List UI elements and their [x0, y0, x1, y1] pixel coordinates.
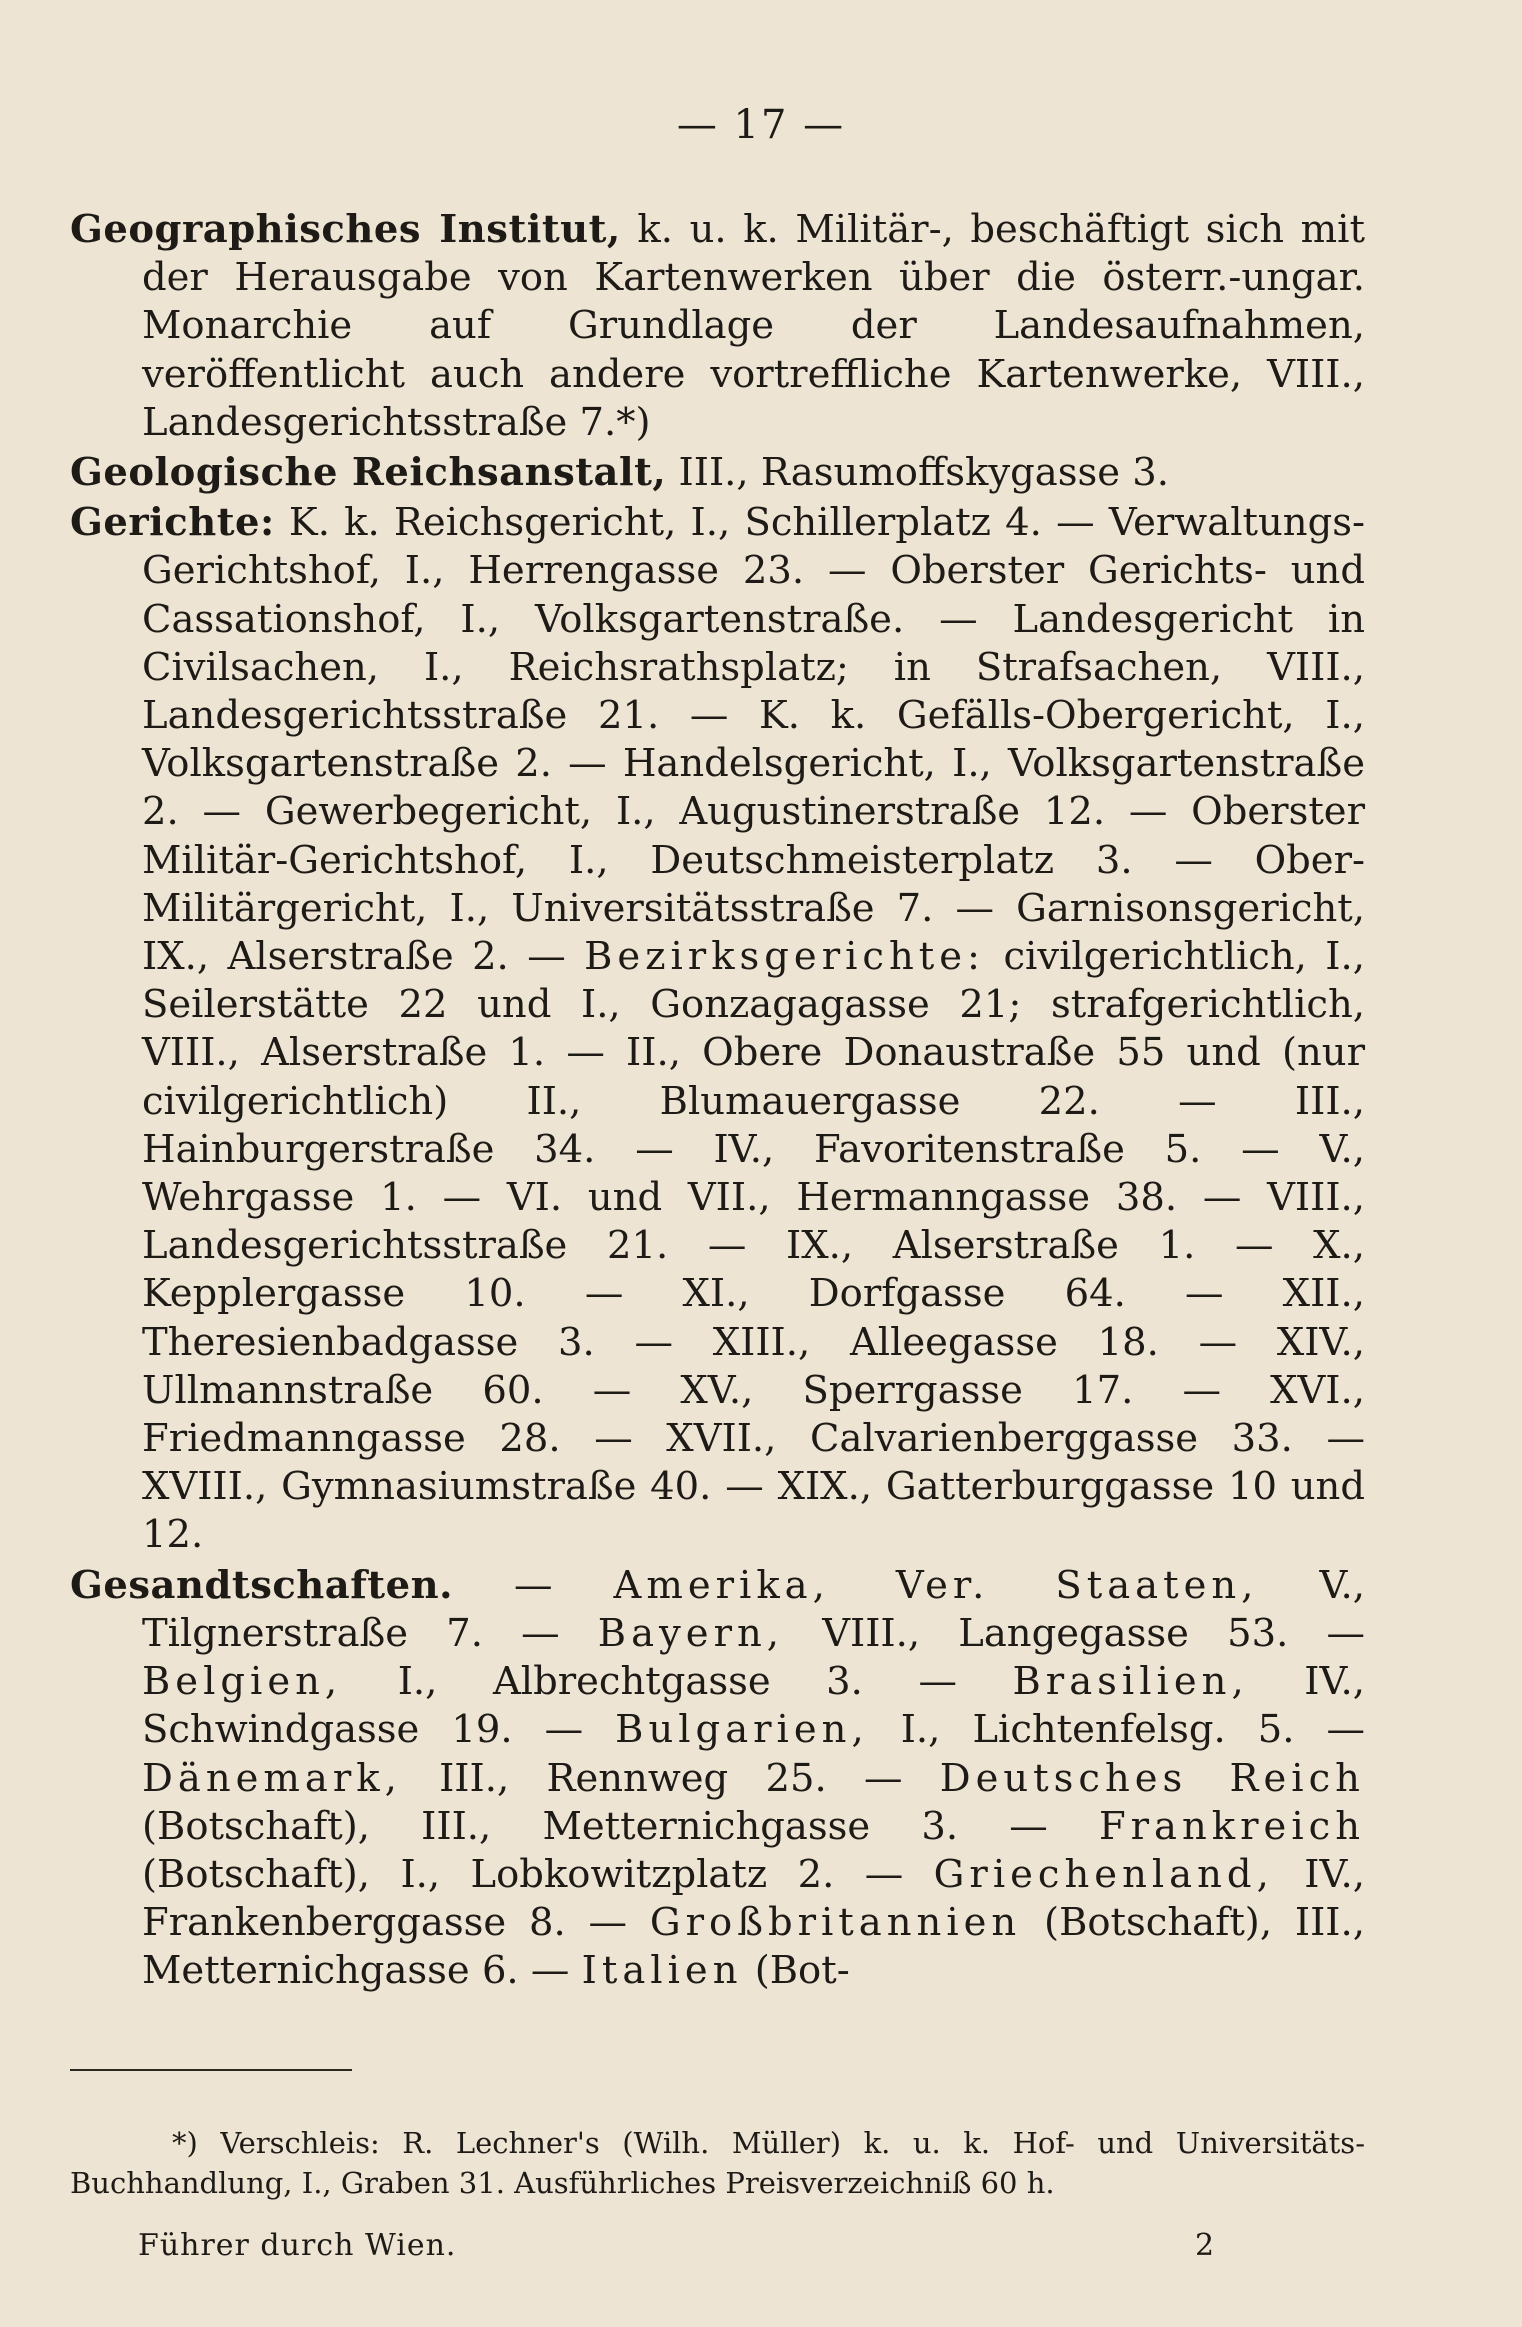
footer-book-title: Führer durch Wien. — [138, 2228, 457, 2263]
country-name: Großbritannien — [649, 1900, 1022, 1946]
entry-text: III., Rasumoffskygasse 3. — [666, 450, 1169, 496]
footnote: *) Verschleis: R. Lechner's (Wilh. Müller) k. u. k. Hof- und Universitäts-Buchhandlung, I., Graben 31. Ausführliches Preisverzeichniß 60 h. — [70, 2126, 1365, 2200]
entry-text-segment: (Botschaft), I., Lobkowitzplatz 2. — — [142, 1851, 934, 1897]
entry-text-segment: I., Albrechtgasse 3. — — [342, 1659, 1013, 1705]
country-name: Amerika, Ver. Staaten, — [613, 1562, 1259, 1608]
entry-geologische-reichsanstalt — [70, 449, 1365, 497]
country-name: Bayern, — [597, 1610, 785, 1656]
entry-text-segment: I., Lichtenfelsg. 5. — — [868, 1707, 1366, 1753]
entry-gerichte — [70, 499, 1365, 1559]
entry-heading: Gesandtschaften. — [70, 1562, 453, 1608]
entry-text-segment: — — [452, 1562, 614, 1608]
country-name: Frankreich — [1098, 1803, 1365, 1849]
spaced-term: Bezirksgerichte: — [584, 934, 986, 980]
entry-text: k. u. k. Militär-, beschäftigt sich mit der Herausgabe von Kartenwerken über die österr.-ungar. Monarchie auf Grundlage der Landesaufnahmen, veröffentlicht auch andere vortreffliche Kartenwerke, VIII., Landesgerichtsstraße 7.*) — [142, 207, 1365, 445]
entry-text-segment: IV., Frankenberggasse 8. — — [142, 1851, 1365, 1946]
entry-text: K. k. Reichsgericht, I., Schillerplatz 4. — Verwaltungs-Gerichtshof, I., Herrengasse 23. — Oberster Gerichts- und Cassationshof, I., Volksgartenstraße. — Landesgericht in Civilsachen, I., Reichsrathsplatz; in Strafsachen, VIII., Landesgerichtsstraße 21. — K. k. Gefälls-Obergericht, I., Volksgartenstraße 2. — Handelsgericht, I., Volksgartenstraße 2. — Gewerbegericht, I., Augustinerstraße 12. — Oberster Militär-Gerichtshof, I., Deutschmeisterplatz 3. — Ober-Militärgericht, I., Universitätsstraße 7. — Garnisonsgericht, IX., Alserstraße 2. — — [142, 500, 1365, 980]
entry-geographisches-institut — [70, 206, 1365, 447]
entry-text-segment: V., Tilgnerstraße 7. — — [142, 1562, 1365, 1656]
entry-text-segment: (Botschaft), III., Metternichgasse 6. — — [142, 1900, 1365, 1994]
footer-sheet-number: 2 — [1195, 2228, 1215, 2263]
page-number: — 17 — — [676, 102, 846, 148]
entry-text-segment: III., Rennweg 25. — — [401, 1755, 940, 1801]
entry-text-segment: VIII., Langegasse 53. — — [784, 1610, 1365, 1656]
country-name: Dänemark, — [142, 1755, 402, 1801]
entry-heading: Geographisches Institut, — [70, 207, 621, 252]
entry-text-segment: (Botschaft), III., Metternichgasse 3. — — [142, 1803, 1099, 1849]
entry-gesandtschaften — [70, 1562, 1365, 1996]
country-name: Brasilien, — [1012, 1659, 1249, 1705]
entry-heading: Geologische Reichsanstalt, — [70, 450, 667, 496]
entry-text: civilgerichtlich, I., Seilerstätte 22 und I., Gonzagagasse 21; strafgerichtlich, VIII., Alserstraße 1. — II., Obere Donaustraße 55 und (nur civilgerichtlich) II., Blumauergasse 22. — III., Hainburgerstraße 34. — IV., Favoritenstraße 5. — V., Wehrgasse 1. — VI. und VII., Hermanngasse 38. — VIII., Landesgerichtsstraße 21. — IX., Alserstraße 1. — X., Kepplergasse 10. — XI., Dorfgasse 64. — XII., Theresienbadgasse 3. — XIII., Alleegasse 18. — XIV., Ullmannstraße 60. — XV., Sperrgasse 17. — XVI., Friedmanngasse 28. — XVII., Calvarienberggasse 33. — XVIII., Gymnasiumstraße 40. — XIX., Gatterburggasse 10 und 12. — [142, 934, 1365, 1558]
entry-text — [142, 1563, 1365, 1994]
entry-text-segment: IV., Schwindgasse 19. — — [142, 1659, 1365, 1753]
entry-heading: Gerichte: — [70, 500, 275, 546]
entry-text-segment: (Bot- — [742, 1948, 850, 1994]
country-name: Italien — [581, 1948, 743, 1994]
country-name: Griechenland, — [933, 1851, 1274, 1897]
country-name: Deutsches Reich — [939, 1755, 1365, 1801]
country-name: Bulgarien, — [615, 1707, 869, 1753]
directory-text — [70, 206, 1365, 1998]
country-name: Belgien, — [142, 1659, 343, 1705]
footnote-divider — [70, 2069, 352, 2071]
